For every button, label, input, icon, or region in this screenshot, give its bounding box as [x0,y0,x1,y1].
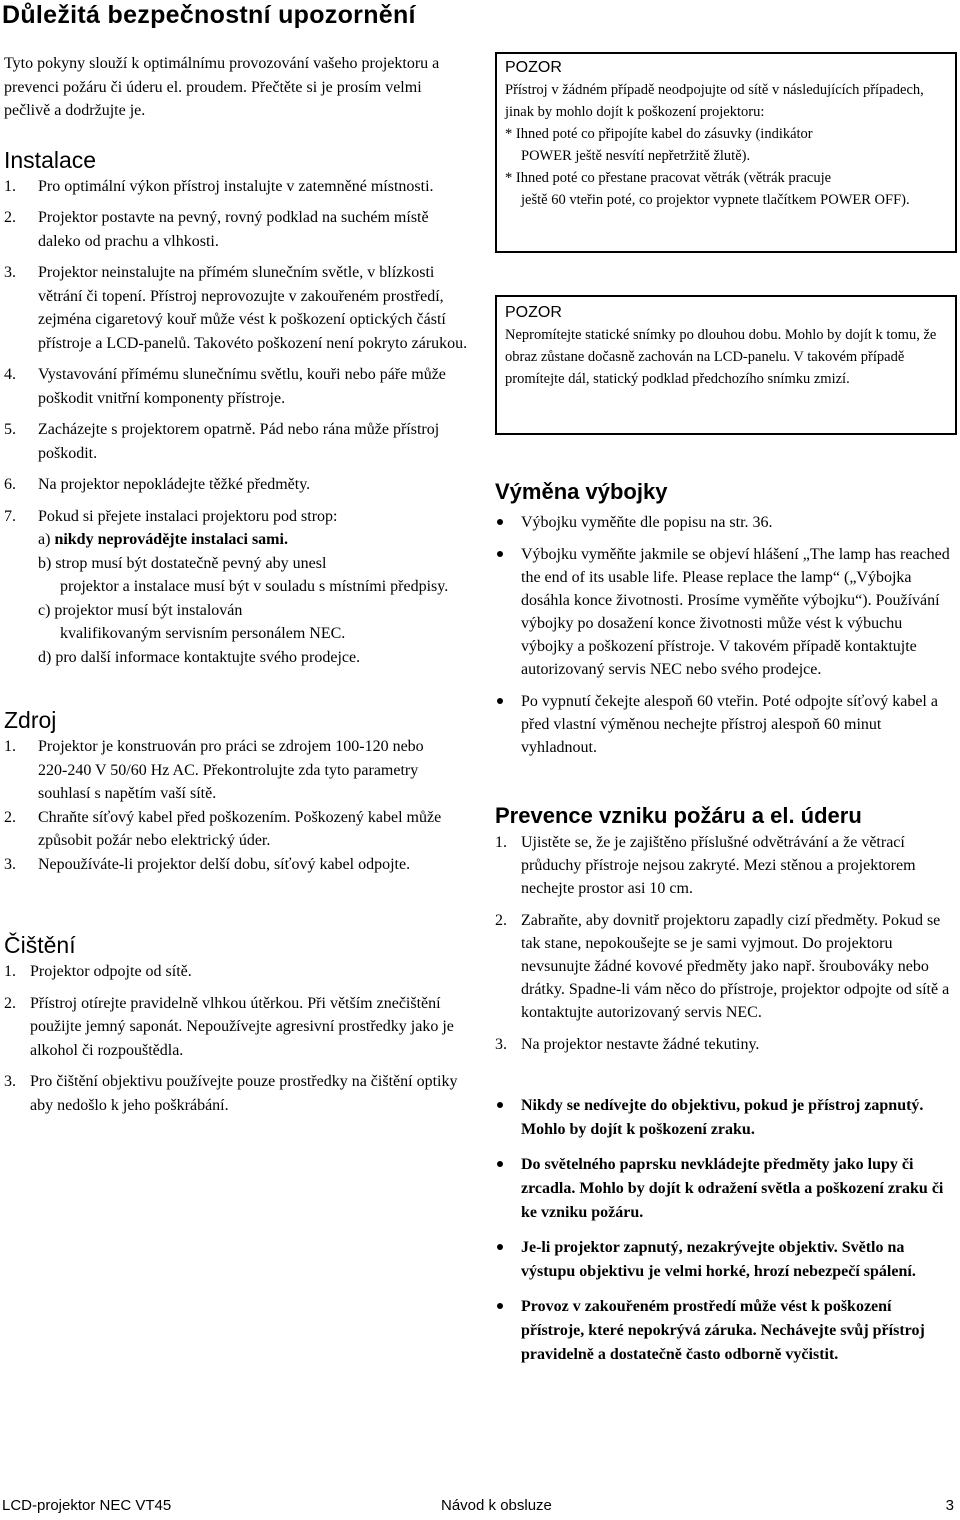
warning-box-bullet [505,123,945,167]
item-text: Projektor neinstalujte na přímém slunečním světle, v blízkosti větrání či topení. Přístroj neprovozujte v zakouřeném prostředí, zejména cigaretový kouř může vést k poškození optických částí přístroje a LCD-panelů. Takovéto poškození není pokryto zárukou. [38,264,468,352]
footer-product: LCD-projektor NEC VT45 [2,1497,172,1514]
list-item [495,511,957,534]
item-text: Do světelného paprsku nevkládejte předměty jako lupy či zrcadla. Mohlo by dojít k odražení světla a poškození zraku či ke vzniku požáru. [521,1156,944,1221]
warning-box-bullet [505,167,945,211]
warning-box-power [495,52,957,253]
list-item [4,735,444,806]
warning-box-title: POZOR [505,59,562,76]
item-text: Na projektor nestavte žádné tekutiny. [521,1036,760,1053]
list-item [4,806,444,853]
prevence-list [495,831,957,1056]
item-text: Projektor odpojte od sítě. [30,963,192,980]
item-text: Nepoužíváte-li projektor delší dobu, síťový kabel odpojte. [38,855,411,873]
list-item [4,992,470,1063]
left-column [4,52,470,1117]
footer-manual-title: Návod k obsluze [441,1497,552,1514]
list-item [495,1153,957,1225]
list-item [4,853,444,877]
warning-box-title: POZOR [505,304,562,321]
item-number: 5. [4,421,16,438]
item-text: Projektor je konstruován pro práci se zdrojem 100-120 nebo 220-240 V 50/60 Hz AC. Překontrolujte zda tyto parametry souhlasí s napětím vaší sítě. [38,738,424,802]
list-item [495,1094,957,1142]
fire-warning-list [495,1094,957,1367]
list-item [4,261,470,355]
cisteni-list [4,960,470,1117]
list-item [495,909,957,1024]
item-text: Po vypnutí čekejte alespoň 60 vteřin. Poté odpojte síťový kabel a před vlastní výměnou nechejte přístroj alespoň 60 minut vyhladnout. [521,693,938,756]
item-number: 3. [495,1036,507,1053]
cisteni-heading: Čištění [4,932,76,958]
ceiling-option-c-continued: kvalifikovaným servisním personálem NEC. [60,625,346,642]
option-prefix: a) [38,531,55,548]
bullet-icon [497,1161,503,1167]
ceiling-option-b: b) strop musí být dostatečně pevný aby unesl [38,554,327,572]
item-number: 3. [4,855,16,873]
page-number: 3 [945,1497,954,1514]
item-number: 1. [4,177,16,195]
page-footer [2,1496,954,1516]
list-item [495,1236,957,1284]
bullet-first-line: * Ihned poté co přestane pracovat větrák (větrák pracuje [505,170,832,186]
list-item [495,690,957,759]
item-number: 2. [4,994,16,1012]
item-text: Pro čištění objektivu používejte pouze prostředky na čištění optiky aby nedošlo k jeho poškrábání. [30,1073,458,1114]
warning-box-text: Nepromítejte statické snímky po dlouhou dobu. Mohlo by dojít k tomu, že obraz zůstane dočasně zachován na LCD-panelu. V takovém případě promítejte dál, statický podklad předchozího snímku zmizí. [505,327,937,387]
list-item [4,363,470,410]
ceiling-option-c: c) projektor musí být instalován [38,601,243,619]
item-text: Provoz v zakouřeném prostředí může vést k poškození přístroje, které nepokrývá záruka. Nechávejte svůj přístroj pravidelně a dostatečně často odborně vyčistit. [521,1298,925,1363]
bullet-icon [497,1102,503,1108]
page-title: Důležitá bezpečnostní upozornění [2,1,416,29]
item-number: 1. [4,963,16,980]
item-text: Na projektor nepokládejte těžké předměty. [38,476,311,493]
vymena-list [495,511,957,759]
item-number: 6. [4,476,16,493]
item-text: Přístroj otírejte pravidelně vlhkou útěrkou. Při větším znečištění použijte jemný saponát. Nepoužívejte agresivní prostředky jako je alkohol či rozpouštědla. [30,994,454,1059]
item-number: 7. [4,507,16,525]
list-item [4,1070,470,1117]
warning-box-intro: Přístroj v žádném případě neodpojujte od sítě v následujících případech, jinak by mohlo dojít k poškození projektoru: [505,82,924,120]
list-item [4,473,470,497]
bullet-continuation: POWER ještě nesvítí nepřetržitě žlutě). [521,148,751,164]
prevence-heading: Prevence vzniku požáru a el. úderu [495,803,862,828]
item-text: Ujistěte se, že je zajištěno příslušné odvětrávání a že větrací průduchy přístroje nejsou zakryté. Mezi stěnou a projektorem nechejte prostor asi 10 cm. [521,834,916,897]
item-number: 1. [495,834,507,851]
option-a-bold: nikdy neprovádějte instalaci sami. [54,531,288,548]
bullet-icon [497,1244,503,1250]
right-column [495,52,957,1367]
item-number: 4. [4,366,16,383]
ceiling-option-d: d) pro další informace kontaktujte svého prodejce. [38,648,361,666]
list-item [4,175,470,199]
list-item [495,1033,957,1056]
item-number: 3. [4,264,16,281]
item-number: 1. [4,738,16,755]
zdroj-list [4,735,444,876]
vymena-heading: Výměna výbojky [495,479,668,504]
item-number: 2. [4,209,16,226]
item-text: Výbojku vyměňte dle popisu na str. 36. [521,514,773,531]
list-item [495,543,957,681]
item-text: Zabraňte, aby dovnitř projektoru zapadly cizí předměty. Pokud se tak stane, nepokoušejte se je sami vyjmout. Do projektoru nevsunujte žádné kovové předměty jako např. šroubováky nebo drátky. Spadne-li vám něco do přístroje, projektor odpojte od sítě a kontaktujte autorizovaný servis NEC. [521,912,950,1021]
bullet-icon [497,1303,503,1309]
bullet-icon [497,519,503,525]
bullet-icon [497,551,503,557]
list-item [4,960,470,984]
zdroj-heading: Zdroj [4,707,57,733]
intro-paragraph: Tyto pokyny slouží k optimálnímu provozování vašeho projektoru a prevenci požáru či úderu el. proudem. Přečtěte si je prosím velmi pečlivě a dodržujte je. [4,55,440,119]
item-text: Je-li projektor zapnutý, nezakrývejte objektiv. Světlo na výstupu objektivu je velmi horké, hrozí nebezpečí spálení. [521,1239,916,1280]
instalace-list [4,175,470,670]
item-text: Pro optimální výkon přístroj instalujte v zatemněné místnosti. [38,177,434,195]
item-text: Vystavování přímému slunečnímu světlu, kouři nebo páře může poškodit vnitřní komponenty přístroje. [38,366,446,407]
list-item [4,206,470,253]
list-item [495,831,957,900]
item-text: Výbojku vyměňte jakmile se objeví hlášení „The lamp has reached the end of its usable life. Please replace the lamp“ („Výbojka dosáhla konce životnosti. Prosíme vyměňte výbojku“). Používání výbojky po dosažení konce životnosti může vést k výbuchu výbojky a poškození přístroje. V takovém případě kontaktujte autorizovaný servis NEC nebo svého prodejce. [521,546,950,678]
instalace-heading: Instalace [4,146,97,173]
item-text: Projektor postavte na pevný, rovný podklad na suchém místě daleko od prachu a vlhkosti. [38,209,429,250]
ceiling-option-b-continued: projektor a instalace musí být v souladu s místními předpisy. [60,578,449,595]
item-text: Nikdy se nedívejte do objektivu, pokud je přístroj zapnutý. Mohlo by dojít k poškození zraku. [521,1097,924,1138]
ceiling-option-a [38,528,470,552]
warning-box-static-image [495,295,957,435]
item-text: Chraňte síťový kabel před poškozením. Poškozený kabel může způsobit požár nebo elektrický úder. [38,808,442,849]
item-number: 2. [4,808,16,826]
item-text: Zacházejte s projektorem opatrně. Pád nebo rána může přístroj poškodit. [38,421,440,462]
list-item [495,1295,957,1367]
item-number: 3. [4,1073,16,1090]
item-text: Pokud si přejete instalaci projektoru pod strop: [38,507,338,525]
bullet-first-line: * Ihned poté co připojíte kabel do zásuvky (indikátor [505,126,813,142]
list-item [4,418,470,465]
list-item [4,505,470,670]
bullet-icon [497,698,503,704]
item-number: 2. [495,912,507,929]
bullet-continuation: ještě 60 vteřin poté, co projektor vypnete tlačítkem POWER OFF). [521,192,910,208]
